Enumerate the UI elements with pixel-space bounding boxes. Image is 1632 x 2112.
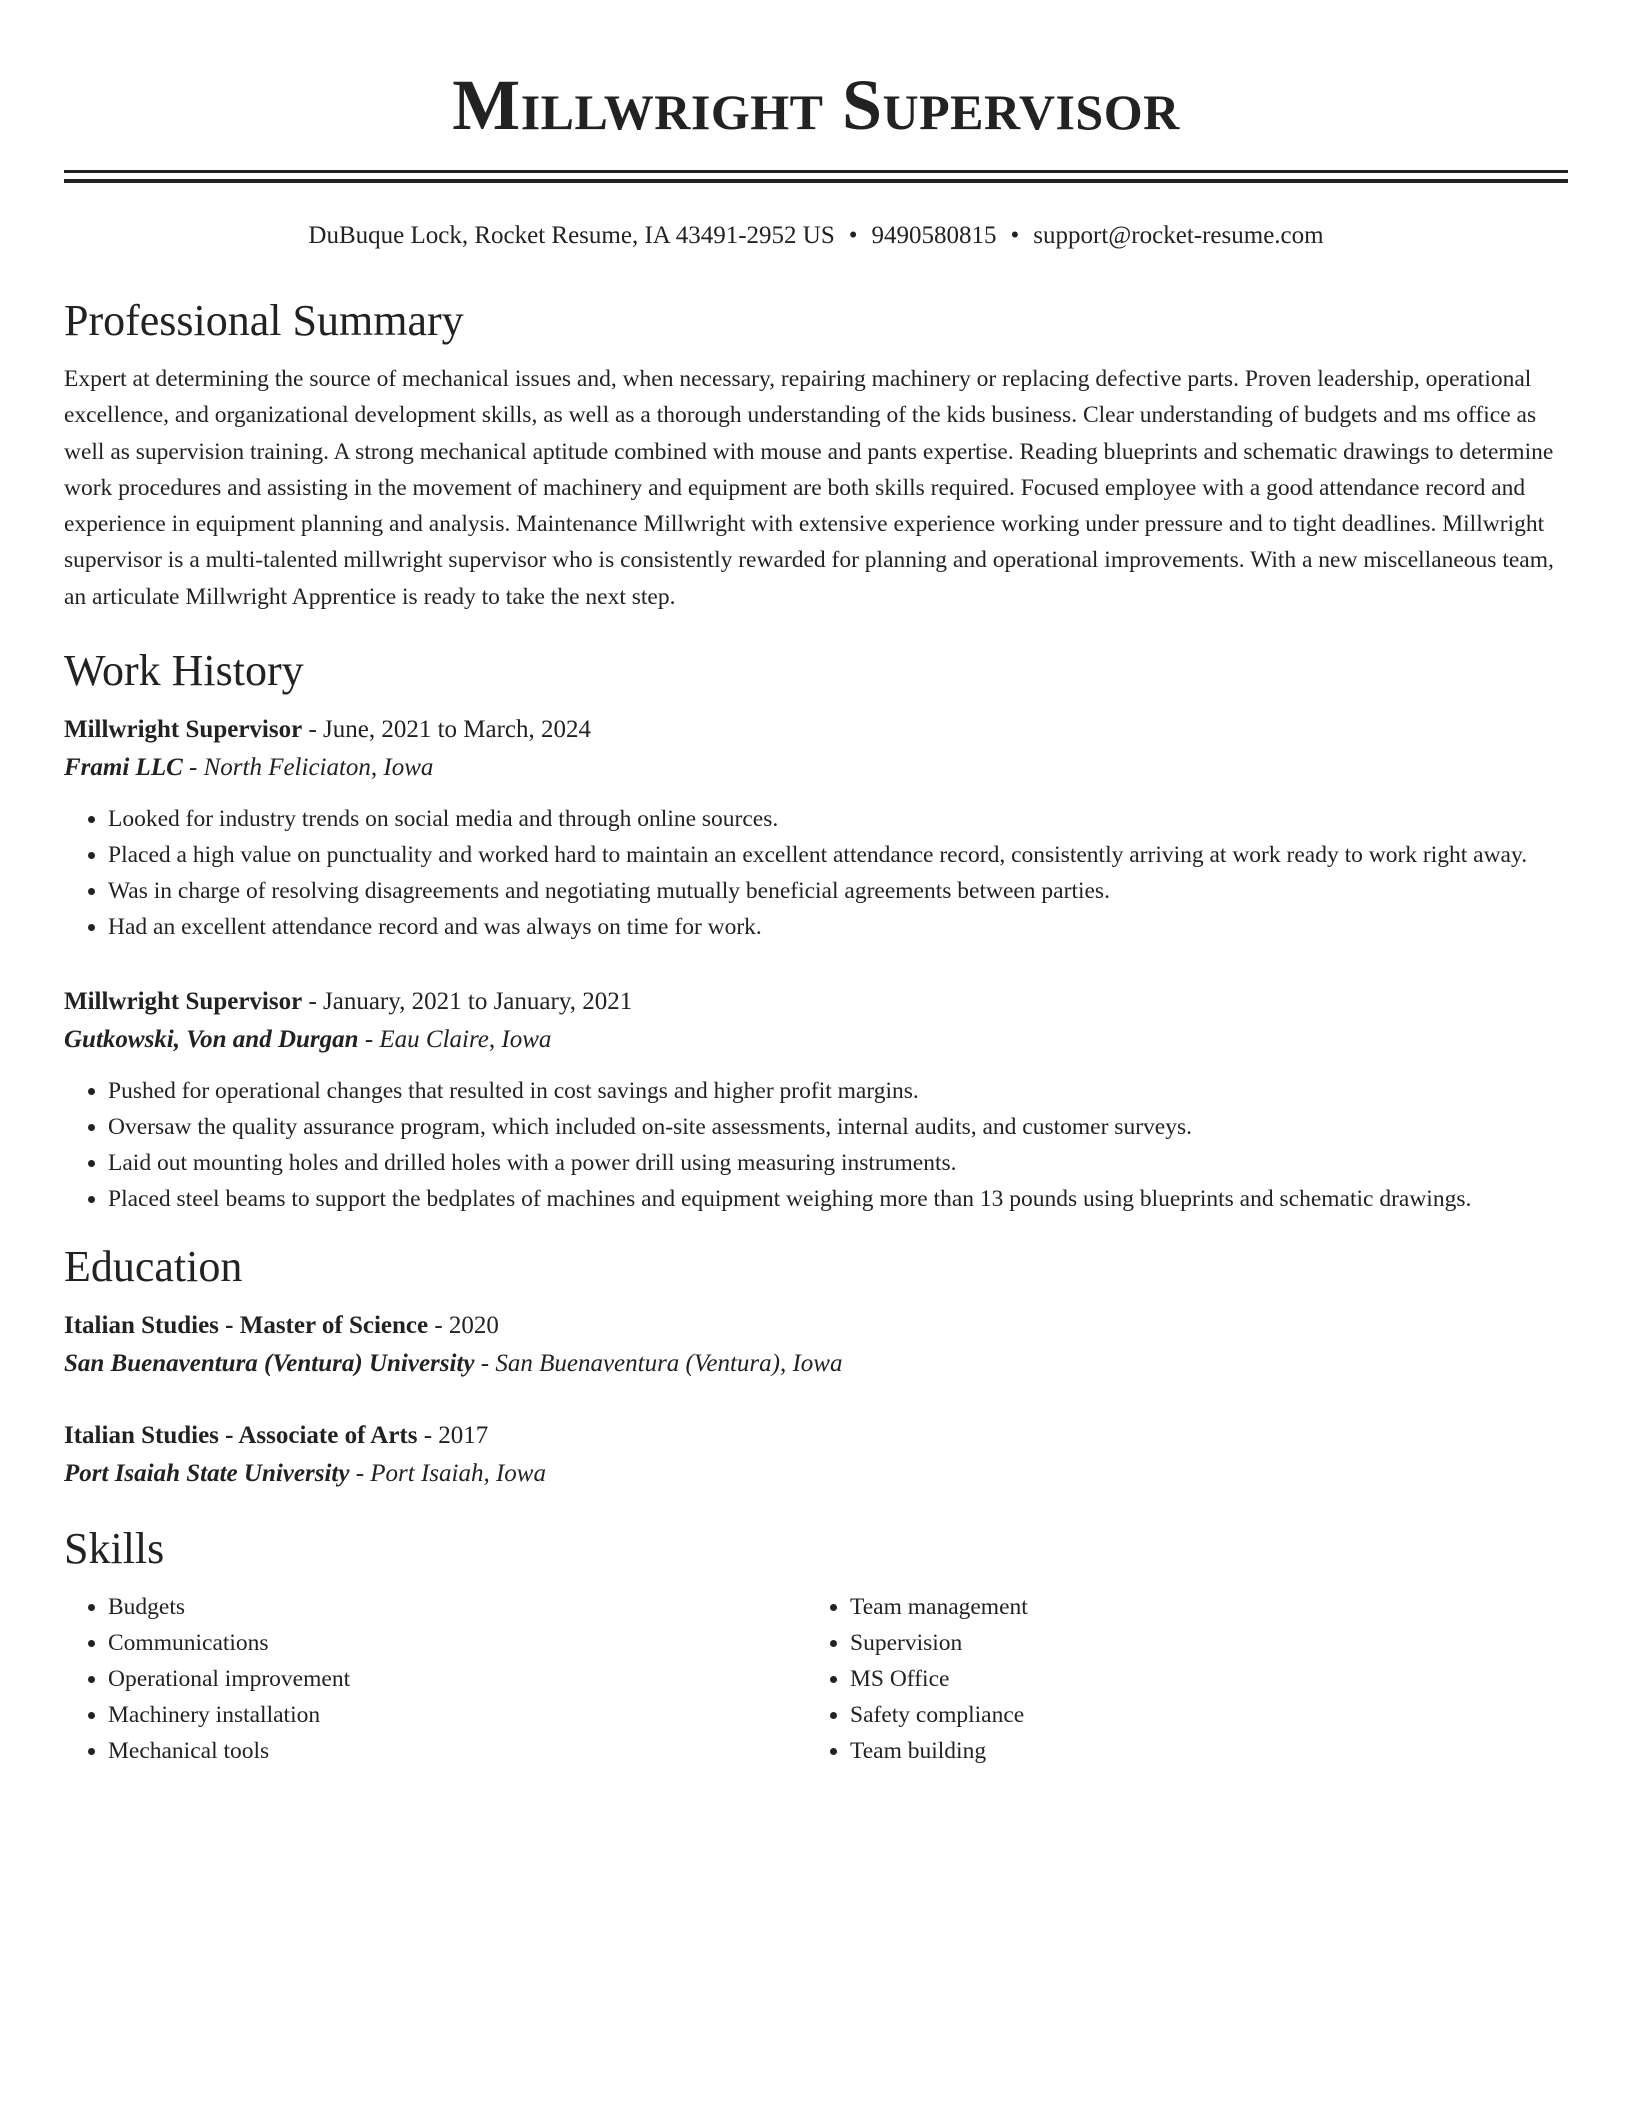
list-item: • Budgets bbox=[108, 1589, 806, 1625]
contact-separator: • bbox=[848, 222, 858, 249]
education-section bbox=[64, 1239, 1568, 1493]
skills-column-left bbox=[64, 1589, 806, 1769]
list-item: • Team building bbox=[850, 1733, 1548, 1769]
contact-line bbox=[64, 219, 1568, 253]
job-role: Millwright Supervisor bbox=[64, 716, 303, 744]
job-bullets bbox=[64, 801, 1568, 945]
summary-text: Expert at determining the source of mechanical issues and, when necessary, repairing machinery or replacing defective parts. Proven leadership, operational excellence, and organizational development skills, as well as a thorough understanding of the kids business. Clear understanding of budgets and ms office as well as supervision training. A strong mechanical aptitude combined with mouse and pants expertise. Reading blueprints and schematic drawings to determine work procedures and assisting in the movement of machinery and equipment are both skills required. Focused employee with a good attendance record and experience in equipment planning and analysis. Maintenance Millwright with extensive experience working under pressure and to tight deadlines. Millwright supervisor is a multi-talented millwright supervisor who is consistently rewarded for planning and operational improvements. With a new miscellaneous team, an articulate Millwright Apprentice is ready to take the next step. bbox=[64, 366, 1554, 610]
job-dates: - January, 2021 to January, 2021 bbox=[302, 988, 633, 1016]
job-role: Millwright Supervisor bbox=[64, 988, 303, 1016]
education-degree: Italian Studies - Master of Science bbox=[64, 1312, 429, 1340]
list-item: • Supervision bbox=[850, 1625, 1548, 1661]
job-company: Frami LLC bbox=[64, 754, 183, 782]
contact-address: DuBuque Lock, Rocket Resume, IA 43491-2952 US bbox=[308, 222, 835, 249]
job-company-line bbox=[64, 1021, 1568, 1059]
contact-email: support@rocket-resume.com bbox=[1033, 222, 1324, 249]
education-entry bbox=[64, 1307, 1568, 1383]
job-bullets bbox=[64, 1073, 1568, 1217]
list-item: • Placed a high value on punctuality and worked hard to maintain an excellent attendance record, consistently arriving at work ready to work right away. bbox=[108, 837, 1568, 873]
job-company: Gutkowski, Von and Durgan bbox=[64, 1026, 359, 1054]
job-location: - Eau Claire, Iowa bbox=[358, 1026, 552, 1054]
education-school-line bbox=[64, 1345, 1568, 1383]
title-rule-bottom bbox=[64, 179, 1568, 183]
list-item: • Had an excellent attendance record and was always on time for work. bbox=[108, 909, 1568, 945]
skills-heading: Skills bbox=[64, 1524, 165, 1574]
work-history-heading: Work History bbox=[64, 646, 304, 696]
skills-grid bbox=[64, 1589, 1568, 1769]
education-entry bbox=[64, 1417, 1568, 1493]
job-entry bbox=[64, 983, 1568, 1217]
resume-title: Millwright Supervisor bbox=[452, 65, 1180, 145]
list-item: • Team management bbox=[850, 1589, 1548, 1625]
education-school-line bbox=[64, 1455, 1568, 1493]
list-item: • Looked for industry trends on social media and through online sources. bbox=[108, 801, 1568, 837]
title-rule-top bbox=[64, 170, 1568, 173]
education-year: - 2020 bbox=[428, 1312, 499, 1340]
contact-separator: • bbox=[1010, 222, 1020, 249]
skills-column-right bbox=[806, 1589, 1548, 1769]
education-school: Port Isaiah State University bbox=[64, 1460, 350, 1488]
education-location: - Port Isaiah, Iowa bbox=[349, 1460, 546, 1488]
list-item: • Operational improvement bbox=[108, 1661, 806, 1697]
list-item: • Was in charge of resolving disagreements and negotiating mutually beneficial agreements between parties. bbox=[108, 873, 1568, 909]
job-header bbox=[64, 711, 1568, 749]
list-item: • Placed steel beams to support the bedplates of machines and equipment weighing more than 13 pounds using blueprints and schematic drawings. bbox=[108, 1181, 1568, 1217]
education-year: - 2017 bbox=[417, 1422, 489, 1450]
skills-section bbox=[64, 1521, 1568, 1769]
list-item: • MS Office bbox=[850, 1661, 1548, 1697]
contact-phone: 9490580815 bbox=[871, 222, 997, 249]
list-item: • Laid out mounting holes and drilled holes with a power drill using measuring instruments. bbox=[108, 1145, 1568, 1181]
job-location: - North Feliciaton, Iowa bbox=[182, 754, 434, 782]
list-item: • Mechanical tools bbox=[108, 1733, 806, 1769]
education-header bbox=[64, 1307, 1568, 1345]
job-entry bbox=[64, 711, 1568, 945]
list-item: • Oversaw the quality assurance program, which included on-site assessments, internal audits, and customer surveys. bbox=[108, 1109, 1568, 1145]
education-degree: Italian Studies - Associate of Arts bbox=[64, 1422, 418, 1450]
education-header bbox=[64, 1417, 1568, 1455]
work-history-section bbox=[64, 643, 1568, 1217]
job-header bbox=[64, 983, 1568, 1021]
list-item: • Pushed for operational changes that resulted in cost savings and higher profit margins. bbox=[108, 1073, 1568, 1109]
list-item: • Machinery installation bbox=[108, 1697, 806, 1733]
professional-summary-section bbox=[64, 293, 1568, 615]
job-dates: - June, 2021 to March, 2024 bbox=[302, 716, 592, 744]
education-school: San Buenaventura (Ventura) University bbox=[64, 1350, 475, 1378]
summary-heading: Professional Summary bbox=[64, 296, 464, 345]
education-heading: Education bbox=[64, 1242, 243, 1292]
job-company-line bbox=[64, 749, 1568, 787]
list-item: • Safety compliance bbox=[850, 1697, 1548, 1733]
list-item: • Communications bbox=[108, 1625, 806, 1661]
education-location: - San Buenaventura (Ventura), Iowa bbox=[474, 1350, 843, 1378]
